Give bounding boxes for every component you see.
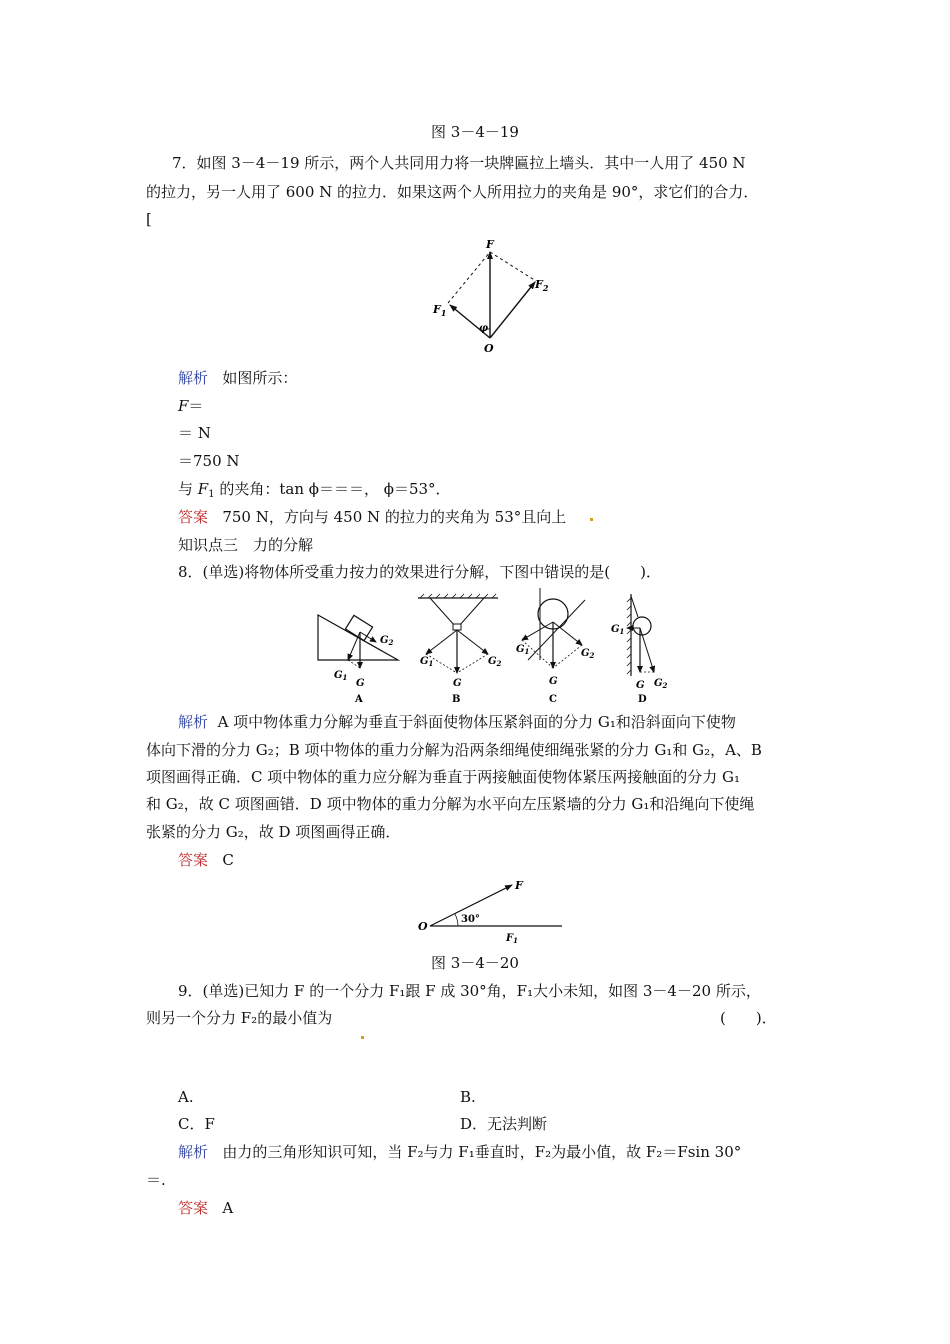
daan-label: 答案 — [178, 508, 209, 526]
a8-line4: 和 G₂，故 C 项图画错．D 项中物体的重力分解为水平向左压紧墙的分力 G₁和沿绳向下使绳 — [146, 795, 755, 813]
svg-text:G1: $G_1$ — [334, 670, 348, 682]
jiexi-label: 解析 — [178, 1143, 209, 1161]
label-F: F — [486, 238, 494, 251]
a8-line1: 解析 A 项中物体重力分解为垂直于斜面使物体压紧斜面的分力 G₁和沿斜面向下使物 — [178, 713, 736, 731]
svg-text:G2: $G_2$ — [581, 648, 595, 660]
a7-eq4: 与 $F_1$ 的夹角：tan ϕ＝＝＝， ϕ＝53°． — [178, 480, 451, 500]
svg-text:A: A — [355, 694, 363, 705]
a8-line3: 项图画得正确．C 项中物体的重力应分解为垂直于两接触面使物体紧压两接触面的分力 G₁ — [146, 768, 741, 786]
svg-text:30°: 30° — [461, 914, 480, 925]
svg-text:F1: $F_1$ — [506, 933, 518, 945]
jiexi-label: 解析 — [178, 713, 209, 731]
q8-line1: 8．(单选)将物体所受重力按力的效果进行分解，下图中错误的是( )． — [178, 563, 661, 581]
q9-option-b: B. — [460, 1088, 476, 1106]
svg-text:C: C — [549, 694, 557, 705]
a9-line1: 解析 由力的三角形知识可知，当 F₂与力 F₁垂直时，F₂为最小值，故 F₂＝Fsin 30° — [178, 1143, 742, 1161]
a7-jiexi-text: 如图所示： — [222, 369, 298, 387]
a7-eq1: F＝ — [178, 397, 204, 415]
q9-option-a: A. — [178, 1088, 194, 1106]
svg-text:G2: $G_2$ — [488, 656, 502, 668]
fig20-caption: 图 3－4－20 — [431, 954, 519, 972]
svg-text:G1: $G_1$ — [611, 624, 625, 636]
fig19-caption: 图 3－4－19 — [431, 123, 519, 141]
q7-line2: 的拉力，另一人用了 600 N 的拉力．如果这两个人所用拉力的夹角是 90°，求它们的合力． — [146, 183, 759, 201]
svg-text:O: O — [418, 920, 428, 933]
a7-eq3: ＝750 N — [178, 452, 240, 470]
marker-dot — [361, 1036, 364, 1039]
q9-option-c: C．F — [178, 1115, 215, 1133]
q7-line1: 7．如图 3－4－19 所示，两个人共同用力将一块牌匾拉上墙头．其中一人用了 450 N — [172, 154, 746, 172]
label-F2: $F_2$ — [535, 278, 549, 293]
q9-paren: ( )． — [720, 1009, 777, 1027]
svg-text:F: F — [515, 879, 523, 892]
section-heading: 知识点三 力的分解 — [178, 536, 314, 554]
daan-label: 答案 — [178, 1199, 209, 1217]
label-O: O — [484, 342, 494, 355]
daan-label: 答案 — [178, 851, 209, 869]
svg-text:G: G — [636, 680, 645, 691]
q9-option-d: D．无法判断 — [460, 1115, 548, 1133]
svg-text:G: G — [549, 676, 558, 687]
a7-answer-text: 750 N，方向与 450 N 的拉力的夹角为 53°且向上 — [222, 508, 567, 526]
q9-line1: 9．(单选)已知力 F 的一个分力 F₁跟 F 成 30°角，F₁大小未知，如图 3－4－20 所示， — [178, 982, 761, 1000]
svg-text:G2: $G_2$ — [380, 635, 394, 647]
label-F1: $F_1$ — [433, 303, 447, 318]
a9-line2: ＝. — [146, 1171, 166, 1189]
svg-text:G: G — [356, 678, 365, 689]
a8-line2: 体向下滑的分力 G₂；B 项中物体的重力分解为沿两条细绳使细绳张紧的分力 G₁和 G₂，A、B — [146, 741, 762, 759]
svg-text:G2: $G_2$ — [654, 678, 668, 690]
a8-line5: 张紧的分力 G₂，故 D 项图画得正确． — [146, 823, 401, 841]
svg-text:G1: $G_1$ — [516, 644, 530, 656]
a8-answer-line: 答案 C — [178, 851, 234, 869]
q9-line2: 则另一个分力 F₂的最小值为 — [146, 1009, 333, 1027]
q7-line3: [ — [146, 210, 152, 228]
a9-answer-line: 答案 A — [178, 1199, 234, 1217]
svg-text:G: G — [453, 678, 462, 689]
jiexi-label: 解析 — [178, 369, 209, 387]
svg-text:D: D — [638, 694, 647, 705]
svg-text:B: B — [452, 694, 461, 705]
svg-text:G1: $G_1$ — [420, 656, 434, 668]
a7-eq2: ＝ N — [178, 424, 211, 442]
label-phi: φ — [479, 323, 489, 334]
